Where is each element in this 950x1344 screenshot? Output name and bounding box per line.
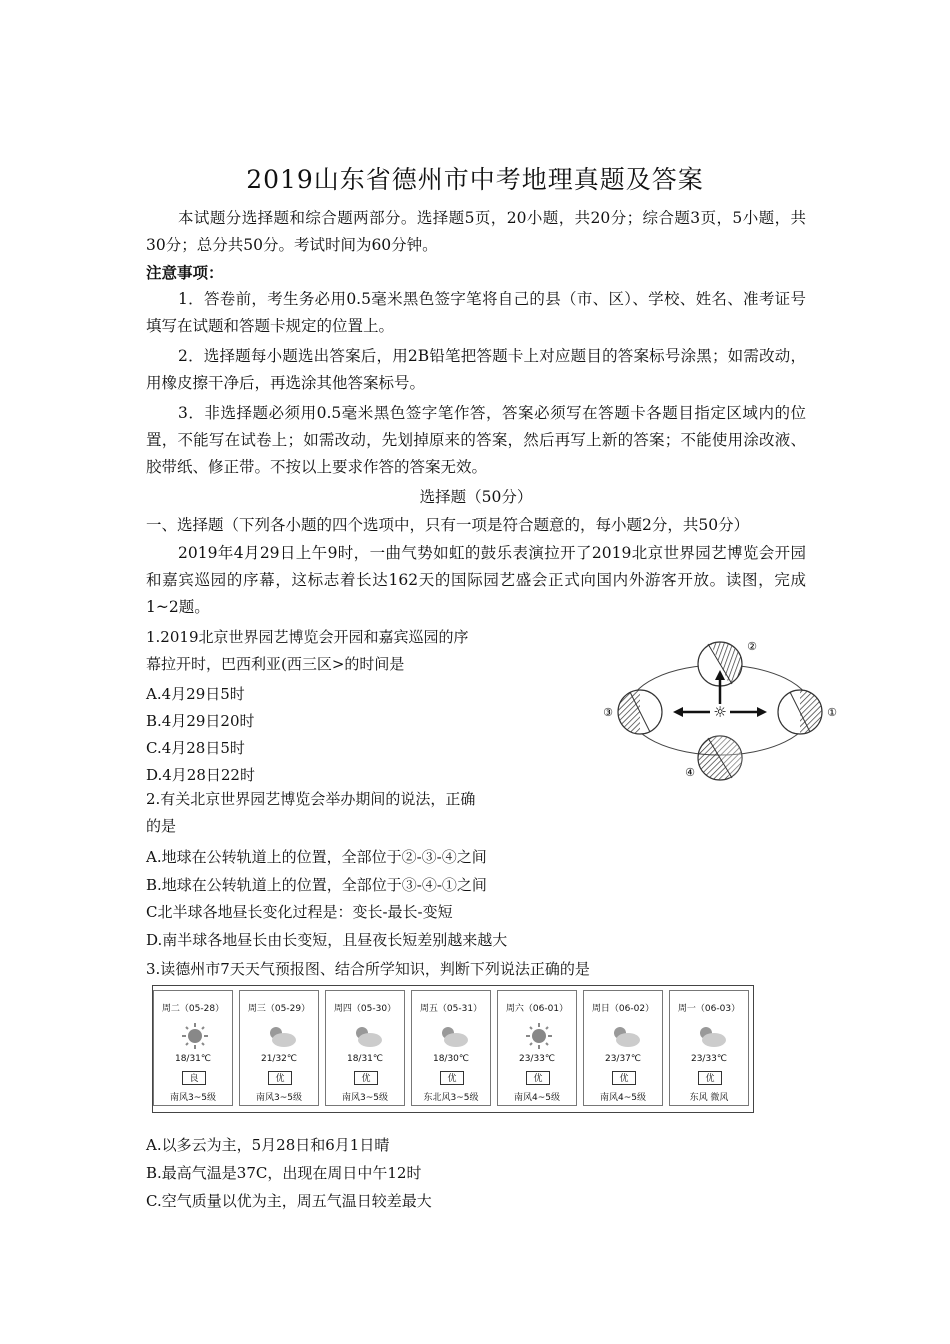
weather-temp: 23/33℃	[690, 1054, 728, 1064]
label-4: ④	[685, 766, 695, 779]
q2-option-a: A.地球在公转轨道上的位置，全部位于②-③-④之间	[146, 848, 487, 866]
label-3: ③	[603, 706, 613, 719]
q3-option-b: B.最高气温是37C，出现在周日中午12时	[146, 1164, 422, 1182]
air-quality-badge: 优	[612, 1071, 636, 1085]
weather-temp: 21/32℃	[260, 1054, 298, 1064]
q2-option-b: B.地球在公转轨道上的位置，全部位于③-④-①之间	[146, 876, 487, 894]
q2-stem-line2: 的是	[146, 817, 177, 835]
weather-forecast-table	[152, 985, 754, 1113]
intro-paragraph: 本试题分选择题和综合题两部分。选择题5页，20小题，共20分；综合题3页，5小题，共30分；总分共50分。考试时间为60分钟。	[146, 209, 806, 254]
weather-day	[497, 990, 577, 1106]
weather-day	[411, 990, 491, 1106]
partly-cloudy-icon	[694, 1021, 728, 1051]
q1-stem-line1: 1.2019北京世界园艺博览会开园和嘉宾巡园的序	[146, 628, 469, 646]
q1-option-b: B.4月29日20时	[146, 712, 255, 730]
section-title: 选择题（50分）	[419, 488, 533, 506]
q2-stem-line1: 2.有关北京世界园艺博览会举办期间的说法，正确	[146, 790, 476, 808]
air-quality-badge: 优	[268, 1071, 292, 1085]
weather-day	[239, 990, 319, 1106]
weather-temp: 23/37℃	[604, 1054, 642, 1064]
label-1: ①	[827, 706, 837, 719]
earth-position-1	[778, 690, 822, 734]
weather-date: 周一（06-03）	[677, 1004, 741, 1014]
air-quality-badge: 优	[526, 1071, 550, 1085]
weather-wind: 南风4~5级	[514, 1093, 560, 1103]
weather-date: 周二（05-28）	[161, 1004, 225, 1014]
weather-temp: 18/31℃	[346, 1054, 384, 1064]
sun-icon: ☼	[713, 703, 727, 721]
partly-cloudy-icon	[608, 1021, 642, 1051]
air-quality-badge: 优	[698, 1071, 722, 1085]
weather-date: 周日（06-02）	[591, 1004, 655, 1014]
q3-stem: 3.读德州市7天天气预报图、结合所学知识，判断下列说法正确的是	[146, 960, 590, 978]
notice-item-1: 1．答卷前，考生务必用0.5毫米黑色签字笔将自己的县（市、区）、学校、姓名、准考证号填写在试题和答题卡规定的位置上。	[146, 290, 806, 335]
weather-date: 周五（05-31）	[419, 1004, 483, 1014]
weather-wind: 南风3~5级	[256, 1093, 302, 1103]
weather-date: 周三（05-29）	[247, 1004, 311, 1014]
q2-option-d: D.南半球各地昼长由长变短，且昼夜长短差别越来越大	[146, 931, 508, 949]
label-2: ②	[747, 640, 757, 653]
passage: 2019年4月29日上午9时，一曲气势如虹的鼓乐表演拉开了2019北京世界园艺博览会开园和嘉宾巡园的序幕，这标志着长达162天的国际园艺盛会正式向国内外游客开放。读图，完成1~2题。	[146, 544, 806, 616]
q3-option-c: C.空气质量以优为主，周五气温日较差最大	[146, 1192, 432, 1210]
weather-day	[153, 990, 233, 1106]
notice-item-3: 3．非选择题必须用0.5毫米黑色签字笔作答，答案必须写在答题卡各题目指定区域内的位置，不能写在试卷上；如需改动，先划掉原来的答案，然后再写上新的答案；不能使用涂改液、胶带纸、修正带。不按以上要求作答的答案无效。	[146, 404, 806, 476]
weather-day	[325, 990, 405, 1106]
weather-wind: 南风3~5级	[170, 1093, 216, 1103]
q3-option-a: A.以多云为主，5月28日和6月1日晴	[146, 1136, 390, 1154]
notice-item-2: 2．选择题每小题选出答案后，用2B铅笔把答题卡上对应题目的答案标号涂黑；如需改动，用橡皮擦干净后，再选涂其他答案标号。	[146, 347, 806, 392]
weather-date: 周六（06-01）	[505, 1004, 569, 1014]
earth-position-4	[698, 729, 749, 780]
air-quality-badge: 优	[440, 1071, 464, 1085]
weather-wind: 南风3~5级	[342, 1093, 388, 1103]
partly-cloudy-icon	[264, 1021, 298, 1051]
q1-stem-line2: 幕拉开时，巴西利亚(西三区>的时间是	[146, 655, 405, 673]
page-title: 2019山东省德州市中考地理真题及答案	[246, 165, 704, 194]
earth-orbit-diagram	[600, 632, 840, 792]
q2-option-c: C北半球各地昼长变化过程是：变长-最长-变短	[146, 903, 453, 921]
weather-wind: 东风 微风	[689, 1093, 729, 1103]
weather-day	[669, 990, 749, 1106]
earth-position-3	[618, 690, 662, 734]
weather-temp: 23/33℃	[518, 1054, 556, 1064]
notice-heading: 注意事项：	[146, 263, 224, 282]
weather-wind: 东北风3~5级	[423, 1093, 479, 1103]
q1-option-d: D.4月28日22时	[146, 766, 255, 784]
air-quality-badge: 良	[182, 1071, 206, 1085]
partly-cloudy-icon	[436, 1021, 470, 1051]
q1-option-a: A.4月29日5时	[146, 685, 245, 703]
sun-icon	[178, 1021, 212, 1051]
partly-cloudy-icon	[350, 1021, 384, 1051]
weather-date: 周四（05-30）	[333, 1004, 397, 1014]
air-quality-badge: 优	[354, 1071, 378, 1085]
weather-temp: 18/30℃	[432, 1054, 470, 1064]
part-heading: 一、选择题（下列各小题的四个选项中，只有一项是符合题意的，每小题2分，共50分）	[146, 516, 750, 534]
weather-wind: 南风4~5级	[600, 1093, 646, 1103]
weather-day	[583, 990, 663, 1106]
weather-temp: 18/31℃	[174, 1054, 212, 1064]
q1-option-c: C.4月28日5时	[146, 739, 245, 757]
sun-icon	[522, 1021, 556, 1051]
